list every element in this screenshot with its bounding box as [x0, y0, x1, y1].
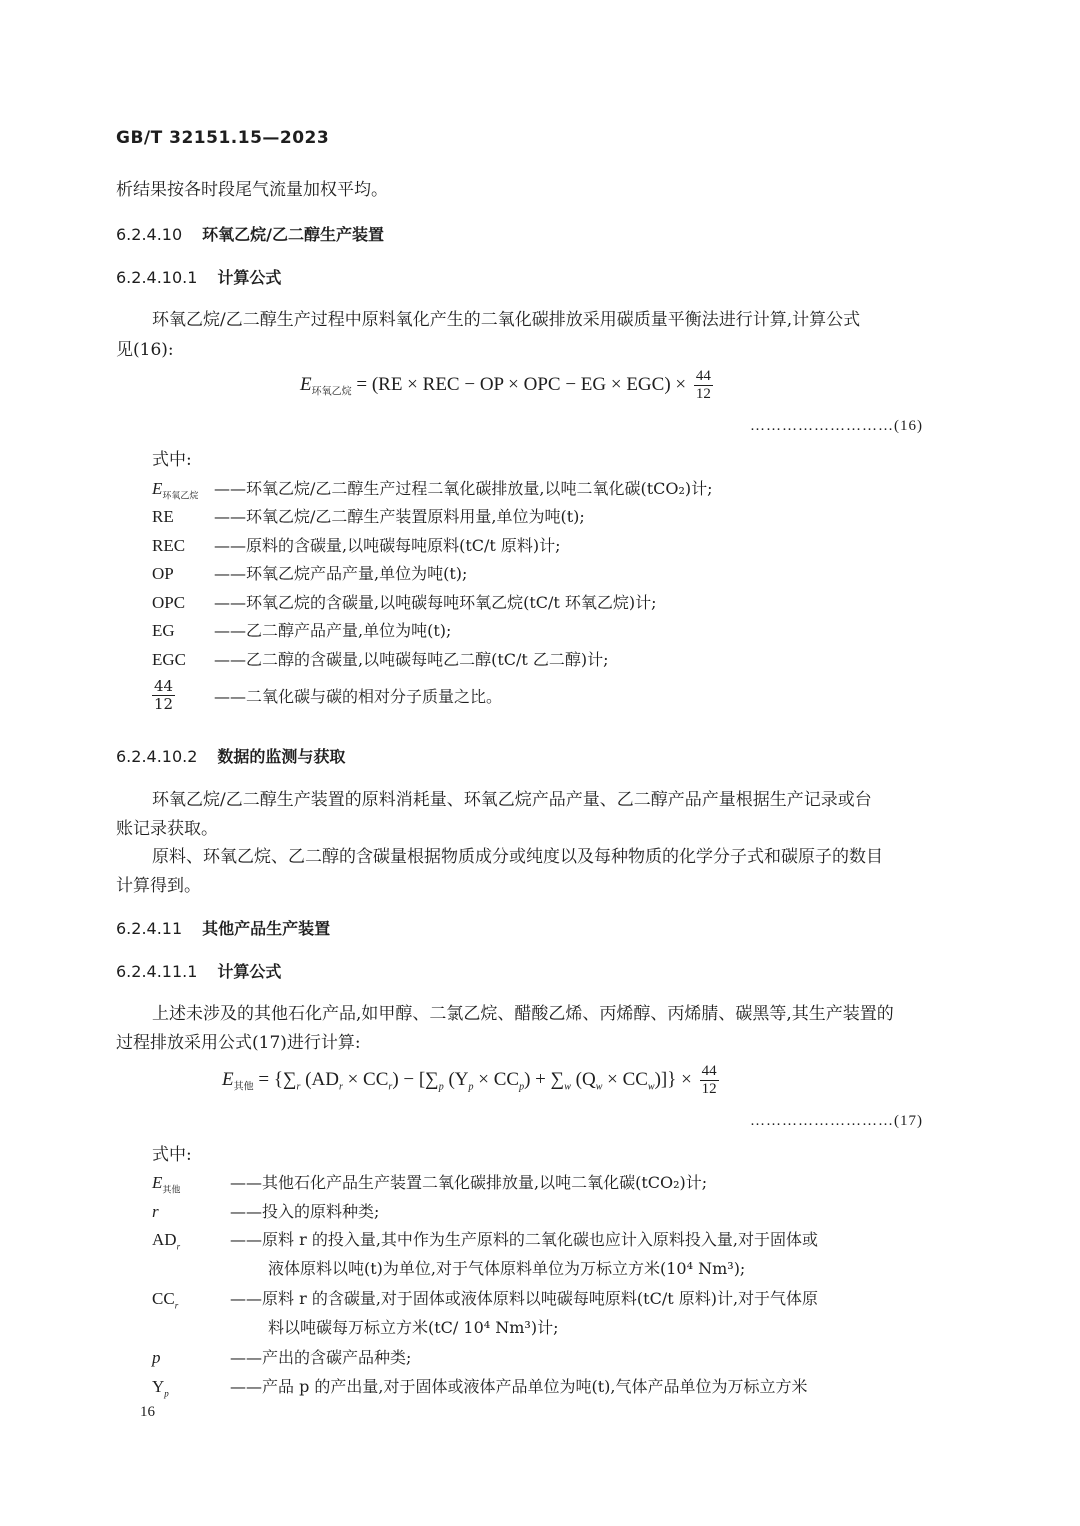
- page-number: 16: [140, 1404, 155, 1420]
- definition-row: REC ——原料的含碳量,以吨碳每吨原料(tC/t 原料)计;: [152, 536, 561, 555]
- section-title: 数据的监测与获取: [217, 747, 346, 766]
- equation-number-16: ………………………(16): [750, 418, 923, 434]
- paragraph-formula17-intro-cont: 过程排放采用公式(17)进行计算:: [116, 1033, 361, 1053]
- section-number: 6.2.4.10: [116, 225, 183, 244]
- paragraph-formula16-intro-cont: 见(16):: [116, 340, 174, 360]
- where-label: 式中:: [152, 450, 192, 470]
- section-number: 6.2.4.11: [116, 919, 183, 938]
- paragraph-data-2: 原料、环氧乙烷、乙二醇的含碳量根据物质成分或纯度以及每种物质的化学分子式和碳原子的数目: [152, 847, 883, 867]
- definition-row-cont: 料以吨碳每万标立方米(tC/ 10⁴ Nm³)计;: [268, 1318, 559, 1337]
- formula-lhs-sub: 环氧乙烷: [311, 386, 352, 398]
- formula-rhs: = (RE × REC − OP × OPC − EG × EGC) ×: [356, 373, 687, 395]
- formula-lhs-sub: 其他: [233, 1081, 254, 1093]
- fraction-44-12: $\frac{44}{12}$: [154, 677, 174, 713]
- formula-17: $E_{其他} = \{\sum_r$ $(AD_r \times CC_r) - [\sum_p$ $(Y_p \times CC_p) + \sum_w$ $(Q_w \times CC_w)$]} × $\frac{44}{12}$: [222, 1063, 717, 1097]
- definition-row: OP ——环氧乙烷产品产量,单位为吨(t);: [152, 564, 468, 583]
- section-heading-6-2-4-11: [116, 916, 330, 939]
- definition-row: EG ——乙二醇产品产量,单位为吨(t);: [152, 621, 452, 640]
- section-title: 计算公式: [217, 268, 282, 287]
- definition-row: $E_{环氧乙烷}$ ——环氧乙烷/乙二醇生产过程二氧化碳排放量,以吨二氧化碳(tCO₂)计;: [152, 479, 713, 501]
- definition-row: r ——投入的原料种类;: [152, 1202, 380, 1221]
- paragraph-data-2-cont: 计算得到。: [116, 876, 201, 896]
- section-title: 计算公式: [217, 962, 282, 981]
- section-number: 6.2.4.10.1: [116, 268, 198, 287]
- section-title: 环氧乙烷/乙二醇生产装置: [202, 225, 385, 244]
- definition-row: p ——产出的含碳产品种类;: [152, 1348, 412, 1367]
- formula-lhs: E: [300, 373, 312, 395]
- section-title: 其他产品生产装置: [202, 919, 331, 938]
- paragraph-formula16-intro: 环氧乙烷/乙二醇生产过程中原料氧化产生的二氧化碳排放采用碳质量平衡法进行计算,计算公式: [152, 310, 861, 330]
- equation-number-17: ………………………(17): [750, 1113, 923, 1129]
- definition-row-cont: 液体原料以吨(t)为单位,对于气体原料单位为万标立方米(10⁴ Nm³);: [268, 1259, 746, 1278]
- definition-row: OPC ——环氧乙烷的含碳量,以吨碳每吨环氧乙烷(tC/t 环氧乙烷)计;: [152, 593, 657, 612]
- definition-row: $Y_p$ ——产品 p 的产出量,对于固体或液体产品单位为吨(t),气体产品单位为万标立方米: [152, 1377, 808, 1399]
- section-heading-6-2-4-11-1: [116, 959, 281, 982]
- section-number: 6.2.4.11.1: [116, 962, 198, 981]
- definition-row: $CC_r$ ——原料 r 的含碳量,对于固体或液体原料以吨碳每吨原料(tC/t 原料)计,对于气体原: [152, 1289, 819, 1311]
- fraction-44-12: $\frac{44}{12}$: [695, 368, 711, 402]
- standard-id-header: GB/T 32151.15—2023: [116, 128, 330, 148]
- definition-row: $E_{其他}$ ——其他石化产品生产装置二氧化碳排放量,以吨二氧化碳(tCO₂)计;: [152, 1173, 708, 1195]
- formula-16: [300, 368, 713, 403]
- formula-lhs: E: [222, 1068, 234, 1090]
- paragraph-formula17-intro: 上述未涉及的其他石化产品,如甲醇、二氯乙烷、醋酸乙烯、丙烯醇、丙烯腈、碳黑等,其生产装置的: [152, 1004, 894, 1024]
- definition-row: EGC ——乙二醇的含碳量,以吨碳每吨乙二醇(tC/t 乙二醇)计;: [152, 650, 609, 669]
- paragraph-data-1: 环氧乙烷/乙二醇生产装置的原料消耗量、环氧乙烷产品产量、乙二醇产品产量根据生产记录或台: [152, 790, 872, 810]
- section-heading-6-2-4-10-2: [116, 744, 345, 767]
- section-number: 6.2.4.10.2: [116, 747, 198, 766]
- section-heading-6-2-4-10: [116, 222, 384, 245]
- section-heading-6-2-4-10-1: [116, 265, 281, 288]
- fraction-44-12: $\frac{44}{12}$: [701, 1063, 717, 1097]
- definition-row-fraction: $\frac{44}{12}$ ——二氧化碳与碳的相对分子质量之比。: [154, 677, 503, 713]
- definition-row: $AD_r$ ——原料 r 的投入量,其中作为生产原料的二氧化碳也应计入原料投入量,对于固体或: [152, 1230, 818, 1252]
- paragraph-continued: 析结果按各时段尾气流量加权平均。: [116, 180, 388, 200]
- paragraph-data-1-cont: 账记录获取。: [116, 819, 218, 839]
- definition-row: RE ——环氧乙烷/乙二醇生产装置原料用量,单位为吨(t);: [152, 507, 585, 526]
- where-label: 式中:: [152, 1145, 192, 1165]
